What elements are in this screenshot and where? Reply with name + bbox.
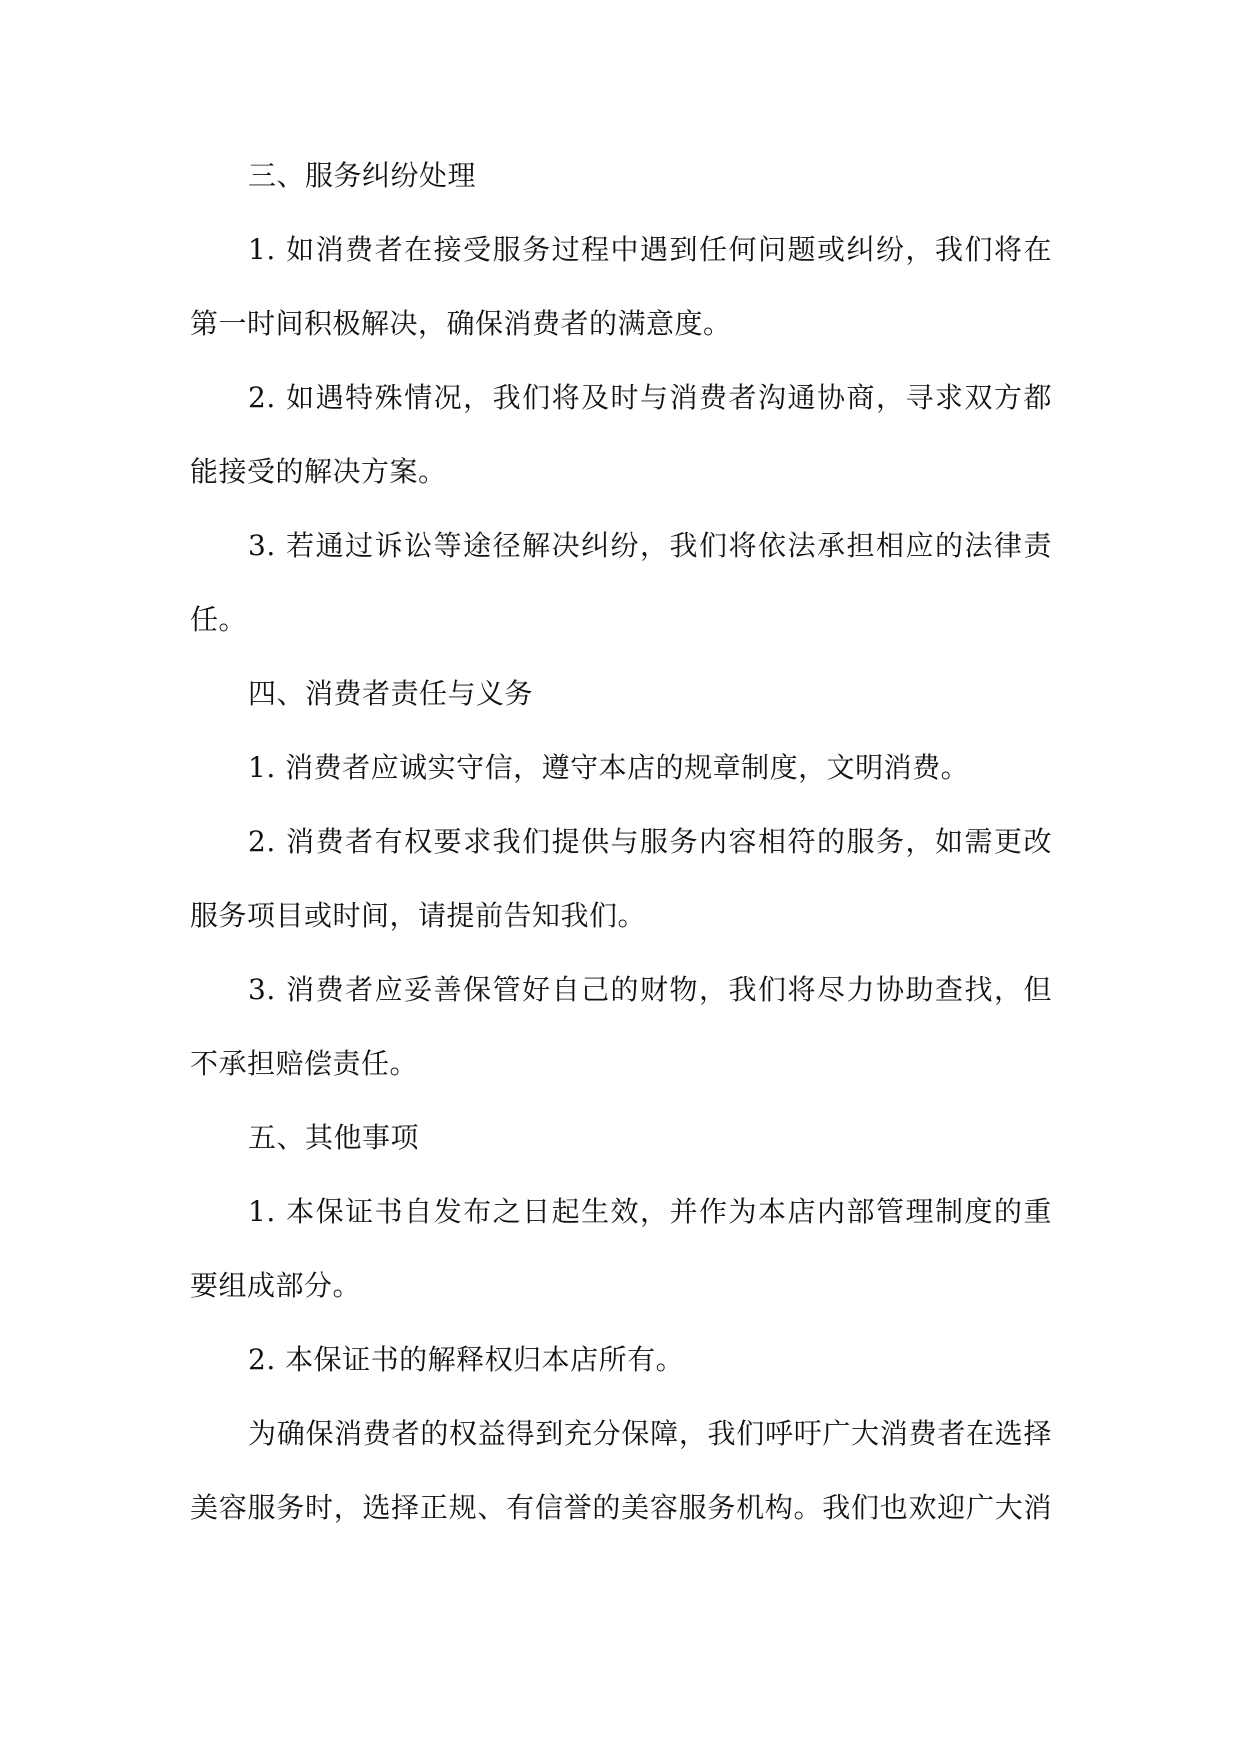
closing-paragraph-line: 为确保消费者的权益得到充分保障，我们呼吁广大消费者在选择 bbox=[248, 1417, 1052, 1450]
section-heading-3: 三、服务纠纷处理 bbox=[248, 159, 477, 192]
section-heading-5: 五、其他事项 bbox=[248, 1121, 420, 1154]
paragraph-line: 任。 bbox=[190, 603, 248, 636]
closing-paragraph-line: 美容服务时，选择正规、有信誉的美容服务机构。我们也欢迎广大消 bbox=[190, 1491, 1052, 1524]
paragraph-line: 2. 如遇特殊情况，我们将及时与消费者沟通协商，寻求双方都 bbox=[248, 381, 1052, 414]
paragraph-line: 3. 若通过诉讼等途径解决纠纷，我们将依法承担相应的法律责 bbox=[248, 529, 1052, 562]
paragraph-line: 3. 消费者应妥善保管好自己的财物，我们将尽力协助查找，但 bbox=[248, 973, 1052, 1006]
paragraph-line: 1. 消费者应诚实守信，遵守本店的规章制度，文明消费。 bbox=[248, 751, 970, 784]
paragraph-line: 第一时间积极解决，确保消费者的满意度。 bbox=[190, 307, 732, 340]
paragraph-line: 2. 本保证书的解释权归本店所有。 bbox=[248, 1343, 685, 1376]
paragraph-line: 1. 本保证书自发布之日起生效，并作为本店内部管理制度的重 bbox=[248, 1195, 1052, 1228]
paragraph-line: 服务项目或时间，请提前告知我们。 bbox=[190, 899, 647, 932]
section-heading-4: 四、消费者责任与义务 bbox=[248, 677, 534, 710]
paragraph-line: 要组成部分。 bbox=[190, 1269, 362, 1302]
paragraph-line: 不承担赔偿责任。 bbox=[190, 1047, 419, 1080]
paragraph-line: 1. 如消费者在接受服务过程中遇到任何问题或纠纷，我们将在 bbox=[248, 233, 1052, 266]
paragraph-line: 2. 消费者有权要求我们提供与服务内容相符的服务，如需更改 bbox=[248, 825, 1052, 858]
paragraph-line: 能接受的解决方案。 bbox=[190, 455, 447, 488]
document-body bbox=[190, 139, 1052, 1545]
